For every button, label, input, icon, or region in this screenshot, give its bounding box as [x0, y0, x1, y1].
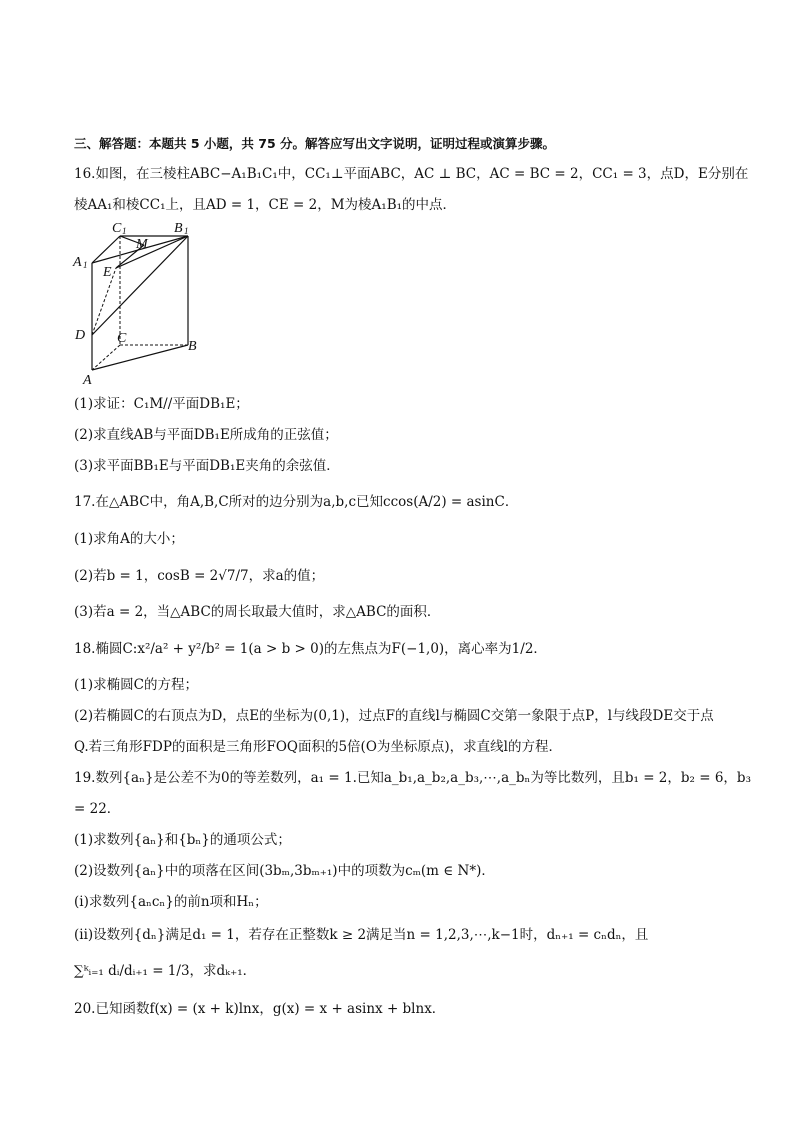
- q17-part1: (1)求角A的大小；: [74, 531, 184, 547]
- q19-stem-line2: = 22．: [74, 801, 121, 817]
- label-a1-sub: 1: [83, 260, 88, 270]
- q16-stem-line1: 16.如图，在三棱柱ABC−A₁B₁C₁中，CC₁⊥平面ABC，AC ⊥ BC，AC = BC = 2，CC₁ = 3，点D，E分别在: [74, 166, 749, 182]
- label-b1-sub: 1: [184, 226, 189, 236]
- label-m: M: [136, 237, 148, 252]
- q16-part1: (1)求证：C₁M//平面DB₁E；: [74, 396, 249, 412]
- q19-stem-line1: 19.数列{aₙ}是公差不为0的等差数列，a₁ = 1.已知a_b₁,a_b₂,a_b₃,⋯,a_bₙ为等比数列，且b₁ = 2，b₂ = 6，b₃: [74, 770, 751, 786]
- q18-part2-line2: Q.若三角形FDP的面积是三角形FOQ面积的5倍(O为坐标原点)，求直线l的方程．: [74, 739, 562, 755]
- q19-part1: (1)求数列{aₙ}和{bₙ}的通项公式；: [74, 832, 291, 848]
- q19-part2-ii-line2: ∑ᵏᵢ₌₁ dᵢ/dᵢ₊₁ = 1/3，求dₖ₊₁．: [74, 963, 257, 979]
- label-e: E: [103, 265, 112, 280]
- label-c1: C: [112, 221, 122, 236]
- q16-stem-line2: 棱AA₁和棱CC₁上，且AD = 1，CE = 2，M为棱A₁B₁的中点．: [74, 197, 457, 213]
- prism-figure: [70, 218, 210, 388]
- label-b1: B: [174, 221, 183, 236]
- q20-stem: 20.已知函数f(x) = (x + k)lnx，g(x) = x + asinx + blnx．: [74, 1001, 446, 1017]
- q17-part2: (2)若b = 1，cosB = 2√7/7，求a的值；: [74, 568, 325, 584]
- q16-part3: (3)求平面BB₁E与平面DB₁E夹角的余弦值．: [74, 458, 340, 474]
- q18-part1: (1)求椭圆C的方程；: [74, 677, 198, 693]
- label-a1: A: [73, 255, 82, 270]
- label-d: D: [75, 328, 86, 343]
- q18-part2-line1: (2)若椭圆C的右顶点为D，点E的坐标为(0,1)，过点F的直线l与椭圆C交第一象限于点P，l与线段DE交于点: [74, 708, 714, 724]
- q17-part3: (3)若a = 2，当△ABC的周长取最大值时，求△ABC的面积．: [74, 604, 441, 620]
- label-b: B: [188, 339, 197, 354]
- section-header: 三、解答题：本题共 5 小题，共 75 分。解答应写出文字说明，证明过程或演算步骤。: [74, 136, 556, 151]
- q18-stem: 18.椭圆C:x²/a² + y²/b² = 1(a > b > 0)的左焦点为F(−1,0)，离心率为1/2．: [74, 641, 547, 657]
- q19-part2: (2)设数列{aₙ}中的项落在区间(3bₘ,3bₘ₊₁)中的项数为cₘ(m ∈ N*)．: [74, 863, 495, 879]
- label-c1-sub: 1: [122, 226, 127, 236]
- q19-part2-i: (i)求数列{aₙcₙ}的前n项和Hₙ；: [74, 894, 268, 910]
- q17-stem: 17.在△ABC中，角A,B,C所对的边分别为a,b,c已知ccos(A/2) = asinC．: [74, 494, 519, 510]
- q16-part2: (2)求直线AB与平面DB₁E所成角的正弦值；: [74, 427, 338, 443]
- label-c: C: [117, 331, 127, 346]
- q19-part2-ii-line1: (ii)设数列{dₙ}满足d₁ = 1，若存在正整数k ≥ 2满足当n = 1,2,3,⋯,k−1时，dₙ₊₁ = cₙdₙ，且: [74, 927, 649, 943]
- label-a: A: [83, 373, 92, 388]
